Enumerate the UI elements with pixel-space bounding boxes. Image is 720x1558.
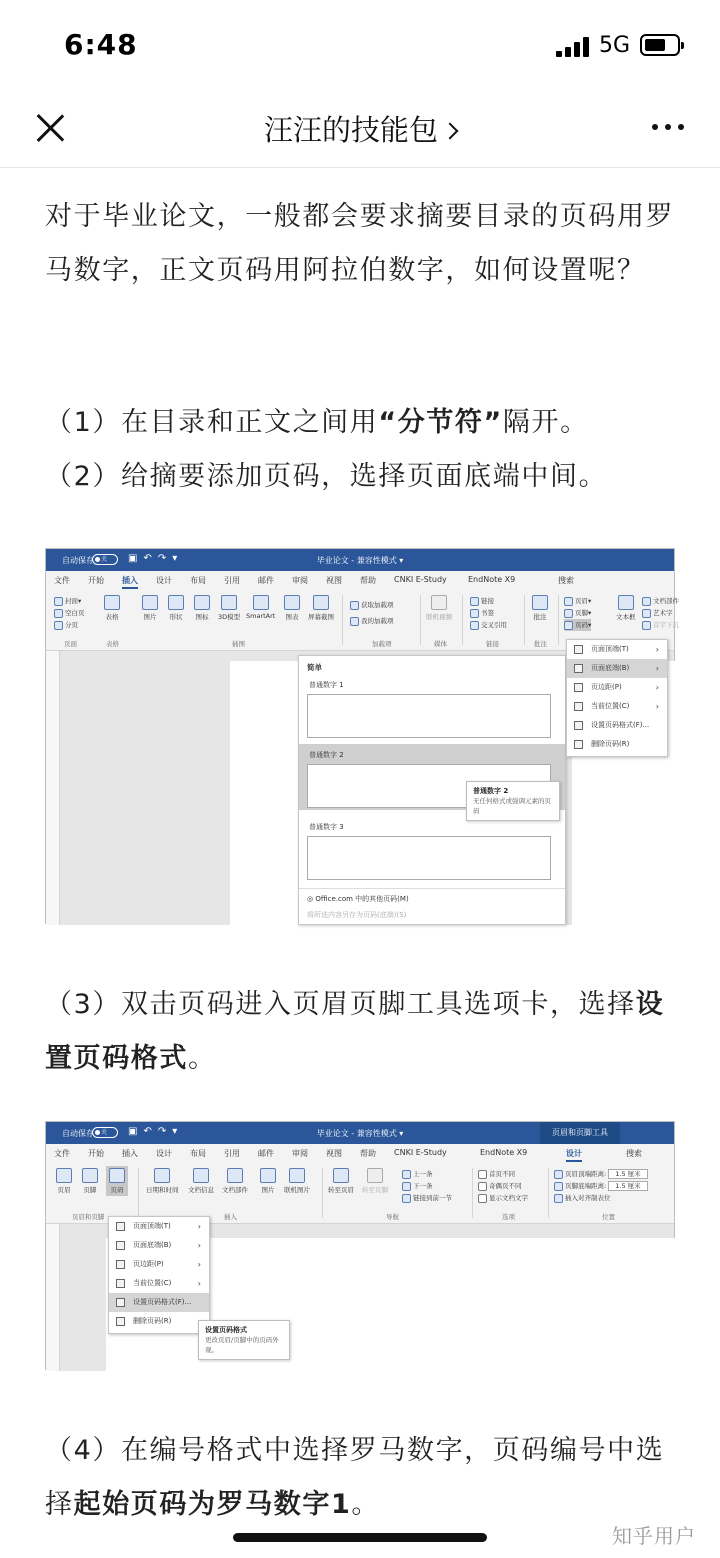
step1-text: （1）在目录和正文之间用 [45, 407, 379, 438]
page-number-button: 页码▾ [575, 621, 592, 629]
gallery-item-plain-1[interactable] [307, 694, 551, 738]
bookmark-button: 书签 [481, 609, 494, 617]
goto-header-button: 转至页眉 [328, 1186, 354, 1194]
group-media: 媒体 [434, 640, 447, 648]
tooltip-title: 普通数字 2 [473, 787, 509, 795]
ribbon-tabs [46, 1144, 674, 1162]
tab-references: 引用 [224, 1149, 240, 1158]
footer-icon [82, 1168, 98, 1183]
menu-item-label: 页面顶端(T) [591, 645, 629, 653]
tab-search: 搜索 [558, 576, 574, 585]
tab-view: 视图 [326, 1149, 342, 1158]
page-number-icon [109, 1168, 125, 1183]
account-title-link[interactable] [0, 108, 720, 149]
menu-item-label: 页边距(P) [591, 683, 622, 691]
different-odd-even-checkbox: 奇偶页不同 [489, 1182, 522, 1190]
picture-icon [260, 1168, 276, 1183]
ribbon-hf-design [46, 1162, 674, 1224]
group-options: 选项 [502, 1213, 515, 1221]
tab-design: 设计 [156, 576, 172, 585]
tab-layout: 布局 [190, 576, 206, 585]
cover-page-button: 封面▾ [65, 597, 82, 605]
quick-parts-icon [227, 1168, 243, 1183]
header-icon [56, 1168, 72, 1183]
tooltip-text: 无任何格式或强调元素的页码 [473, 797, 551, 815]
insert-alignment-tab-button: 插入对齐制表位 [565, 1194, 611, 1202]
footer-bottom-distance-label: 页脚底端距离: [565, 1182, 607, 1190]
network-label: 5G [599, 33, 631, 58]
page-break-button: 分页 [65, 621, 78, 629]
smartart-button: SmartArt [246, 612, 276, 620]
tab-references: 引用 [224, 576, 240, 585]
tab-endnote: EndNote X9 [468, 575, 516, 584]
tooltip-title: 设置页码格式 [205, 1326, 247, 1334]
footer-distance-input: 1.5 厘米 [608, 1181, 647, 1191]
gallery-more-label: Office.com 中的其他页码(M) [315, 895, 409, 903]
table-icon [104, 595, 120, 610]
menu-item-label: 页面顶端(T) [133, 1222, 171, 1230]
header-button: 页眉 [57, 1186, 71, 1194]
menu-item-label: 设置页码格式(F)... [133, 1298, 192, 1306]
gallery-item-label: 普通数字 1 [309, 681, 344, 689]
status-time: 6:48 [64, 28, 138, 61]
next-button: 下一条 [413, 1182, 433, 1190]
step4-bold: 起始页码为罗马数字1 [73, 1489, 352, 1520]
more-options-button[interactable] [648, 124, 688, 134]
word-screenshot-insert-page-number [45, 548, 679, 924]
tab-search: 搜索 [626, 1149, 642, 1158]
step1-bold: “分节符” [378, 407, 503, 438]
step4-text: （4）在编号格式中选择罗马数字，页码编号中选择 [45, 1435, 665, 1520]
menu-item-bottom-of-page[interactable]: 页面底端(B) › [567, 659, 667, 678]
get-addins-button: 获取加载项 [361, 601, 394, 609]
tooltip-text: 更改页眉/页脚中的页码外观。 [205, 1336, 279, 1354]
textbox-icon [618, 595, 634, 610]
date-time-icon [154, 1168, 170, 1183]
previous-button: 上一条 [413, 1170, 433, 1178]
group-position: 位置 [602, 1213, 615, 1221]
word-titlebar [46, 549, 674, 571]
comment-button: 批注 [533, 613, 547, 621]
vertical-ruler [46, 1224, 60, 1371]
menu-item-format-page-numbers[interactable] [109, 1293, 209, 1312]
online-picture-icon [289, 1168, 305, 1183]
group-header-footer: 页眉和页脚 [72, 1213, 105, 1221]
tab-file: 文件 [54, 576, 70, 585]
gallery-item-label: 普通数字 2 [309, 751, 344, 759]
tab-endnote: EndNote X9 [480, 1148, 528, 1157]
tab-help: 帮助 [360, 576, 376, 585]
goto-header-icon [333, 1168, 349, 1183]
home-indicator[interactable] [233, 1533, 487, 1542]
word-titlebar [46, 1122, 674, 1144]
tab-insert: 插入 [122, 1149, 138, 1158]
menu-item-label: 页面底端(B) [591, 664, 630, 672]
doc-title: 毕业论文 - 兼容性模式 ▾ [316, 1129, 404, 1138]
group-links: 链接 [486, 640, 499, 648]
menu-item-current-position[interactable]: 当前位置(C) › [109, 1274, 209, 1293]
smartart-icon [253, 595, 269, 610]
tab-view: 视图 [326, 576, 342, 585]
menu-item-remove-page-numbers[interactable] [567, 735, 667, 754]
shapes-icon [168, 595, 184, 610]
picture-icon [142, 595, 158, 610]
ribbon-tabs [46, 571, 674, 589]
group-insert: 插入 [224, 1213, 237, 1221]
gallery-more-link[interactable] [307, 894, 409, 904]
step1-paragraph [45, 396, 681, 450]
autosave-toggle: 关 [92, 1127, 118, 1138]
battery-icon [640, 34, 680, 56]
autosave-label: 自动保存 [62, 556, 94, 565]
tab-layout: 布局 [190, 1149, 206, 1158]
menu-item-remove-page-numbers[interactable] [109, 1312, 209, 1331]
step4-end: 。 [351, 1489, 381, 1520]
quick-parts-button: 文档部件 [222, 1186, 248, 1194]
step3-bold: 设置页码格式 [45, 989, 665, 1074]
step1-end: 隔开。 [502, 407, 589, 438]
picture-button: 图片 [143, 613, 157, 621]
screenshot-button: 屏幕截图 [308, 613, 334, 621]
intro-paragraph: 对于毕业论文，一般都会要求摘要目录的页码用罗马数字，正文页码用阿拉伯数字，如何设置呢？ [45, 201, 675, 286]
tab-cnki: CNKI E-Study [394, 575, 447, 584]
tab-hf-design: 设计 [566, 1148, 582, 1162]
header-top-distance-label: 页眉顶端距离: [565, 1170, 607, 1178]
table-button: 表格 [105, 613, 119, 621]
shapes-button: 形状 [169, 613, 183, 621]
gallery-item-label: 普通数字 3 [309, 823, 344, 831]
menu-item-bottom-of-page[interactable]: 页面底端(B) › [109, 1236, 209, 1255]
wordart-button: 艺术字 [653, 609, 673, 617]
quick-access-icons: ▣↶↷▾ [128, 1126, 184, 1137]
picture-button: 图片 [261, 1186, 275, 1194]
header-button: 页眉▾ [575, 597, 592, 605]
online-video-button: 联机视频 [426, 613, 452, 621]
header-distance-input: 1.5 厘米 [608, 1169, 647, 1179]
tab-design: 设计 [156, 1149, 172, 1158]
tab-review: 审阅 [292, 576, 308, 585]
gallery-save-selection: 将所选内容另存为页码(底端)(S) [307, 911, 407, 919]
header-footer-tools-label: 页眉和页脚工具 [540, 1122, 620, 1144]
group-addins: 加载项 [372, 640, 392, 648]
autosave-label: 自动保存 [62, 1129, 94, 1138]
tab-home: 开始 [88, 576, 104, 585]
drop-cap-button: 首字下沉 [653, 621, 679, 629]
goto-footer-icon [367, 1168, 383, 1183]
show-document-text-checkbox: 显示文档文字 [489, 1194, 528, 1202]
globe-icon: ◎ [307, 895, 316, 903]
menu-item-label: 当前位置(C) [133, 1279, 172, 1287]
menu-item-page-margins[interactable]: 页边距(P) › [109, 1255, 209, 1274]
doc-title: 毕业论文 - 兼容性模式 ▾ [316, 556, 404, 565]
comment-icon [532, 595, 548, 610]
link-to-previous-button: 链接到前一节 [413, 1194, 452, 1202]
doc-info-button: 文档信息 [188, 1186, 214, 1194]
group-navigation: 导航 [386, 1213, 399, 1221]
cross-reference-button: 交叉引用 [481, 621, 507, 629]
footer-button: 页脚▾ [575, 609, 592, 617]
date-time-button: 日期和时间 [146, 1186, 179, 1194]
group-pages: 页面 [64, 640, 77, 648]
group-tables: 表格 [106, 640, 119, 648]
tab-cnki: CNKI E-Study [394, 1148, 447, 1157]
menu-item-label: 当前位置(C) [591, 702, 630, 710]
tab-insert: 插入 [122, 575, 138, 589]
tab-home: 开始 [88, 1149, 104, 1158]
group-comments: 批注 [534, 640, 547, 648]
menu-item-top-of-page[interactable]: 页面顶端(T) › [109, 1217, 209, 1236]
tab-review: 审阅 [292, 1149, 308, 1158]
signal-icon [556, 37, 590, 57]
step3-paragraph [45, 978, 681, 1086]
group-illustrations: 插图 [232, 640, 245, 648]
chart-button: 图表 [285, 613, 299, 621]
watermark: 知乎用户 [612, 1524, 696, 1548]
chevron-right-icon [442, 123, 459, 140]
nav-title-text: 汪汪的技能包 [263, 113, 438, 147]
different-first-page-checkbox: 首页不同 [489, 1170, 515, 1178]
step3-text: （3）双击页码进入页眉页脚工具选项卡，选择 [45, 989, 636, 1020]
tab-file: 文件 [54, 1149, 70, 1158]
format-page-numbers-tooltip [198, 1320, 290, 1360]
3d-model-button: 3D模型 [218, 613, 241, 621]
3d-model-icon [221, 595, 237, 610]
menu-item-format-page-numbers[interactable] [567, 716, 667, 735]
icons-icon [194, 595, 210, 610]
menu-item-label: 删除页码(R) [591, 740, 630, 748]
textbox-button: 文本框 [616, 613, 636, 621]
page-number-menu [566, 639, 668, 757]
menu-item-page-margins[interactable]: 页边距(P) › [567, 678, 667, 697]
menu-item-label: 删除页码(R) [133, 1317, 172, 1325]
gallery-heading: 简单 [307, 663, 322, 672]
quick-parts-button: 文档部件 [653, 597, 679, 605]
online-video-icon [431, 595, 447, 610]
vertical-ruler [46, 651, 60, 925]
online-picture-button: 联机图片 [284, 1186, 310, 1194]
link-button: 链接 [481, 597, 494, 605]
goto-footer-button: 转至页脚 [362, 1186, 388, 1194]
menu-item-label: 设置页码格式(F)... [591, 721, 650, 729]
my-addins-button: 我的加载项 [361, 617, 394, 625]
status-bar [0, 0, 720, 88]
menu-item-label: 页面底端(B) [133, 1241, 172, 1249]
menu-item-label: 页边距(P) [133, 1260, 164, 1268]
menu-item-top-of-page[interactable]: 页面顶端(T) › [567, 640, 667, 659]
doc-info-icon [193, 1168, 209, 1183]
step4-paragraph [45, 1424, 681, 1532]
blank-page-button: 空白页 [65, 609, 85, 617]
gallery-tooltip [466, 781, 560, 821]
step3-end: 。 [188, 1043, 217, 1074]
step2-paragraph: （2）给摘要添加页码，选择页面底端中间。 [45, 461, 608, 492]
quick-access-icons: ▣↶↷▾ [128, 553, 184, 564]
nav-bar [0, 88, 720, 168]
tab-mailings: 邮件 [258, 1149, 274, 1158]
footer-button: 页脚 [83, 1186, 97, 1194]
page-number-button: 页码 [110, 1186, 124, 1194]
icons-button: 图标 [195, 613, 209, 621]
menu-item-current-position[interactable]: 当前位置(C) › [567, 697, 667, 716]
screenshot-icon [313, 595, 329, 610]
page-number-menu [108, 1216, 210, 1334]
gallery-item-plain-3[interactable] [307, 836, 551, 880]
tab-help: 帮助 [360, 1149, 376, 1158]
tab-mailings: 邮件 [258, 576, 274, 585]
chart-icon [284, 595, 300, 610]
word-screenshot-header-footer-tools [45, 1121, 675, 1370]
autosave-toggle: 关 [92, 554, 118, 565]
